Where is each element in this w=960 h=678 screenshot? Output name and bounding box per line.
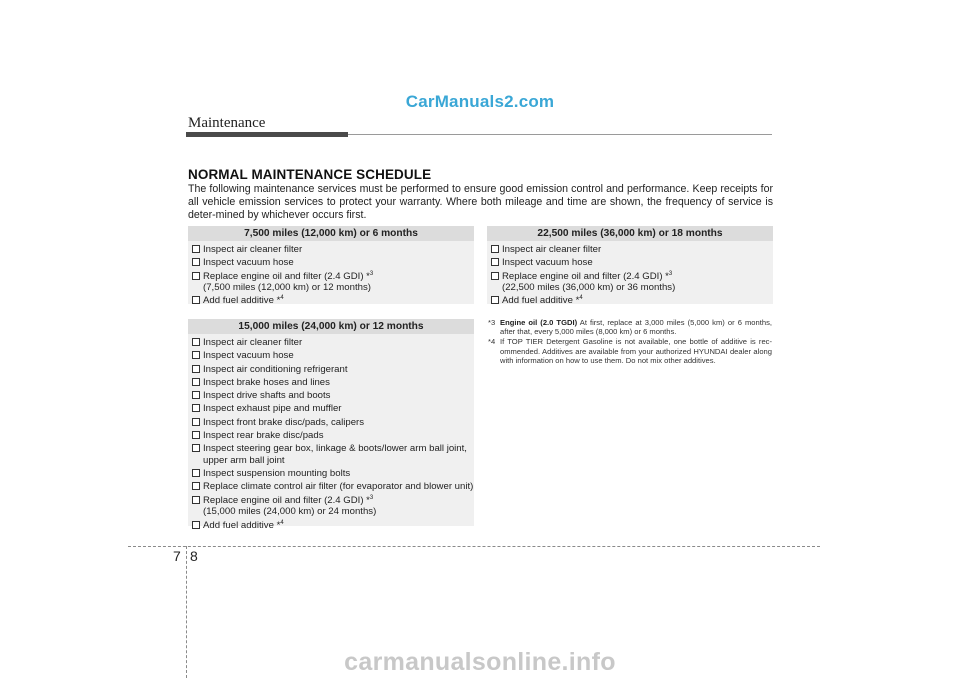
schedule-item-text: Inspect front brake disc/pads, calipers <box>203 416 365 428</box>
schedule-item-text: Inspect steering gear box, linkage & boots/lower arm ball joint, <box>203 443 467 455</box>
footnote-ref: 3 <box>369 494 374 501</box>
schedule-item <box>491 271 773 294</box>
schedule-item-text: Inspect vacuum hose <box>203 257 294 269</box>
schedule-item-text: Add fuel additive * <box>203 519 281 531</box>
section-title: Maintenance <box>188 115 266 131</box>
header-rule-dark <box>186 132 348 137</box>
schedule-item-text: Inspect drive shafts and boots <box>203 390 331 402</box>
footnote <box>488 337 772 365</box>
schedule-item-text: Inspect air cleaner filter <box>203 337 303 348</box>
schedule-item <box>192 468 474 480</box>
schedule-item <box>192 430 474 442</box>
checkbox-icon <box>491 296 499 304</box>
page-heading: NORMAL MAINTENANCE SCHEDULE <box>188 167 432 182</box>
schedule-item-subtext: (7,500 miles (12,000 km) or 12 months) <box>203 282 371 294</box>
schedule-item-text: Inspect air conditioning refrigerant <box>203 363 348 375</box>
schedule-item-text: Inspect suspension mounting bolts <box>203 468 351 480</box>
schedule-item-text: Replace engine oil and filter (2.4 GDI) * <box>203 494 370 506</box>
checkbox-icon <box>192 391 200 399</box>
footnote-marker: *4 <box>488 337 496 347</box>
header-rule-light <box>348 134 772 135</box>
checkbox-icon <box>192 431 200 439</box>
footnote-ref: 4 <box>280 519 284 526</box>
schedule-box-15000 <box>188 319 474 531</box>
schedule-item <box>192 377 474 389</box>
schedule-box-title: 15,000 miles (24,000 km) or 12 months <box>188 319 474 334</box>
schedule-item <box>192 271 474 294</box>
checkbox-icon <box>192 469 200 477</box>
schedule-item-subtext: upper arm ball joint <box>203 454 285 466</box>
footnote-text: If TOP TIER Detergent Gasoline is not available, one bottle of additive is rec-ommended. Additives are available from your authorized HYUNDAI dealer along with information on how to use them. Do not mix other additives. <box>500 337 772 365</box>
schedule-item-text: Inspect vacuum hose <box>203 350 294 362</box>
checkbox-icon <box>491 245 499 253</box>
checkbox-icon <box>192 496 200 504</box>
schedule-item <box>192 495 474 518</box>
schedule-box-7500 <box>188 226 474 307</box>
footnote <box>488 318 772 336</box>
checkbox-icon <box>192 378 200 386</box>
schedule-item-subtext: (22,500 miles (36,000 km) or 36 months) <box>502 282 676 294</box>
schedule-item <box>491 295 773 307</box>
schedule-item <box>192 403 474 415</box>
chapter-number: 7 <box>173 548 181 564</box>
schedule-item <box>192 244 474 256</box>
schedule-item-list <box>188 241 474 313</box>
footnotes <box>488 318 772 366</box>
schedule-box-title: 7,500 miles (12,000 km) or 6 months <box>188 226 474 241</box>
checkbox-icon <box>192 365 200 373</box>
schedule-item-list <box>487 241 773 313</box>
schedule-item <box>192 481 474 493</box>
schedule-item <box>491 244 773 256</box>
page-number: 8 <box>190 548 198 564</box>
schedule-item-text: Inspect vacuum hose <box>502 257 593 269</box>
schedule-item <box>192 443 474 466</box>
schedule-item <box>192 295 474 307</box>
footer-divider <box>128 546 820 547</box>
checkbox-icon <box>491 258 499 266</box>
schedule-item-text: Replace engine oil and filter (2.4 GDI) * <box>502 270 669 282</box>
footnote-ref: 3 <box>668 270 673 277</box>
schedule-item-text: Replace climate control air filter (for evaporator and blower unit) <box>203 481 474 493</box>
checkbox-icon <box>192 272 200 280</box>
checkbox-icon <box>192 245 200 253</box>
schedule-box-22500 <box>487 226 773 307</box>
footnote-marker: *3 <box>488 318 496 327</box>
watermark-bottom: carmanualsonline.info <box>344 648 616 676</box>
checkbox-icon <box>192 296 200 304</box>
checkbox-icon <box>192 482 200 490</box>
watermark-top: CarManuals2.com <box>405 92 555 111</box>
checkbox-icon <box>192 418 200 426</box>
checkbox-icon <box>192 521 200 529</box>
schedule-item-text: Inspect air cleaner filter <box>203 244 303 255</box>
schedule-item <box>192 337 474 349</box>
schedule-item-text: Replace engine oil and filter (2.4 GDI) * <box>203 270 370 282</box>
footnote-ref: 3 <box>369 270 374 277</box>
schedule-box-title: 22,500 miles (36,000 km) or 18 months <box>487 226 773 241</box>
schedule-item <box>491 257 773 269</box>
footnote-ref: 4 <box>280 295 284 302</box>
schedule-item <box>192 364 474 376</box>
schedule-item <box>192 257 474 269</box>
schedule-item <box>192 520 474 532</box>
schedule-item-subtext: (15,000 miles (24,000 km) or 24 months) <box>203 506 377 518</box>
footnote-ref: 4 <box>579 295 583 302</box>
schedule-item <box>192 390 474 402</box>
schedule-item-text: Inspect rear brake disc/pads <box>203 430 324 442</box>
schedule-item-text: Inspect brake hoses and lines <box>203 376 330 388</box>
footnote-bold: Engine oil (2.0 TGDI) <box>500 318 578 327</box>
checkbox-icon <box>192 258 200 266</box>
checkbox-icon <box>192 444 200 452</box>
schedule-item-text: Inspect exhaust pipe and muffler <box>203 403 342 415</box>
checkbox-icon <box>491 272 499 280</box>
schedule-item <box>192 417 474 429</box>
intro-paragraph: The following maintenance services must be performed to ensure good emission control and performance. Keep receipts for all vehicle emission services to protect your warranty. Where both mileage and time are shown, the frequency of service is deter-mined by whichever occurs first. <box>188 183 773 221</box>
footnote-text: At first, replace at 3,000 miles (5,000 km) or 6 months, after that, every 5,000 miles (8,000 km) or 6 months. <box>500 318 772 337</box>
schedule-item-text: Inspect air cleaner filter <box>502 244 602 255</box>
schedule-item-text: Add fuel additive * <box>502 295 580 307</box>
checkbox-icon <box>192 404 200 412</box>
schedule-item-list <box>188 334 474 537</box>
schedule-item-text: Add fuel additive * <box>203 295 281 307</box>
checkbox-icon <box>192 351 200 359</box>
checkbox-icon <box>192 338 200 346</box>
schedule-item <box>192 350 474 362</box>
